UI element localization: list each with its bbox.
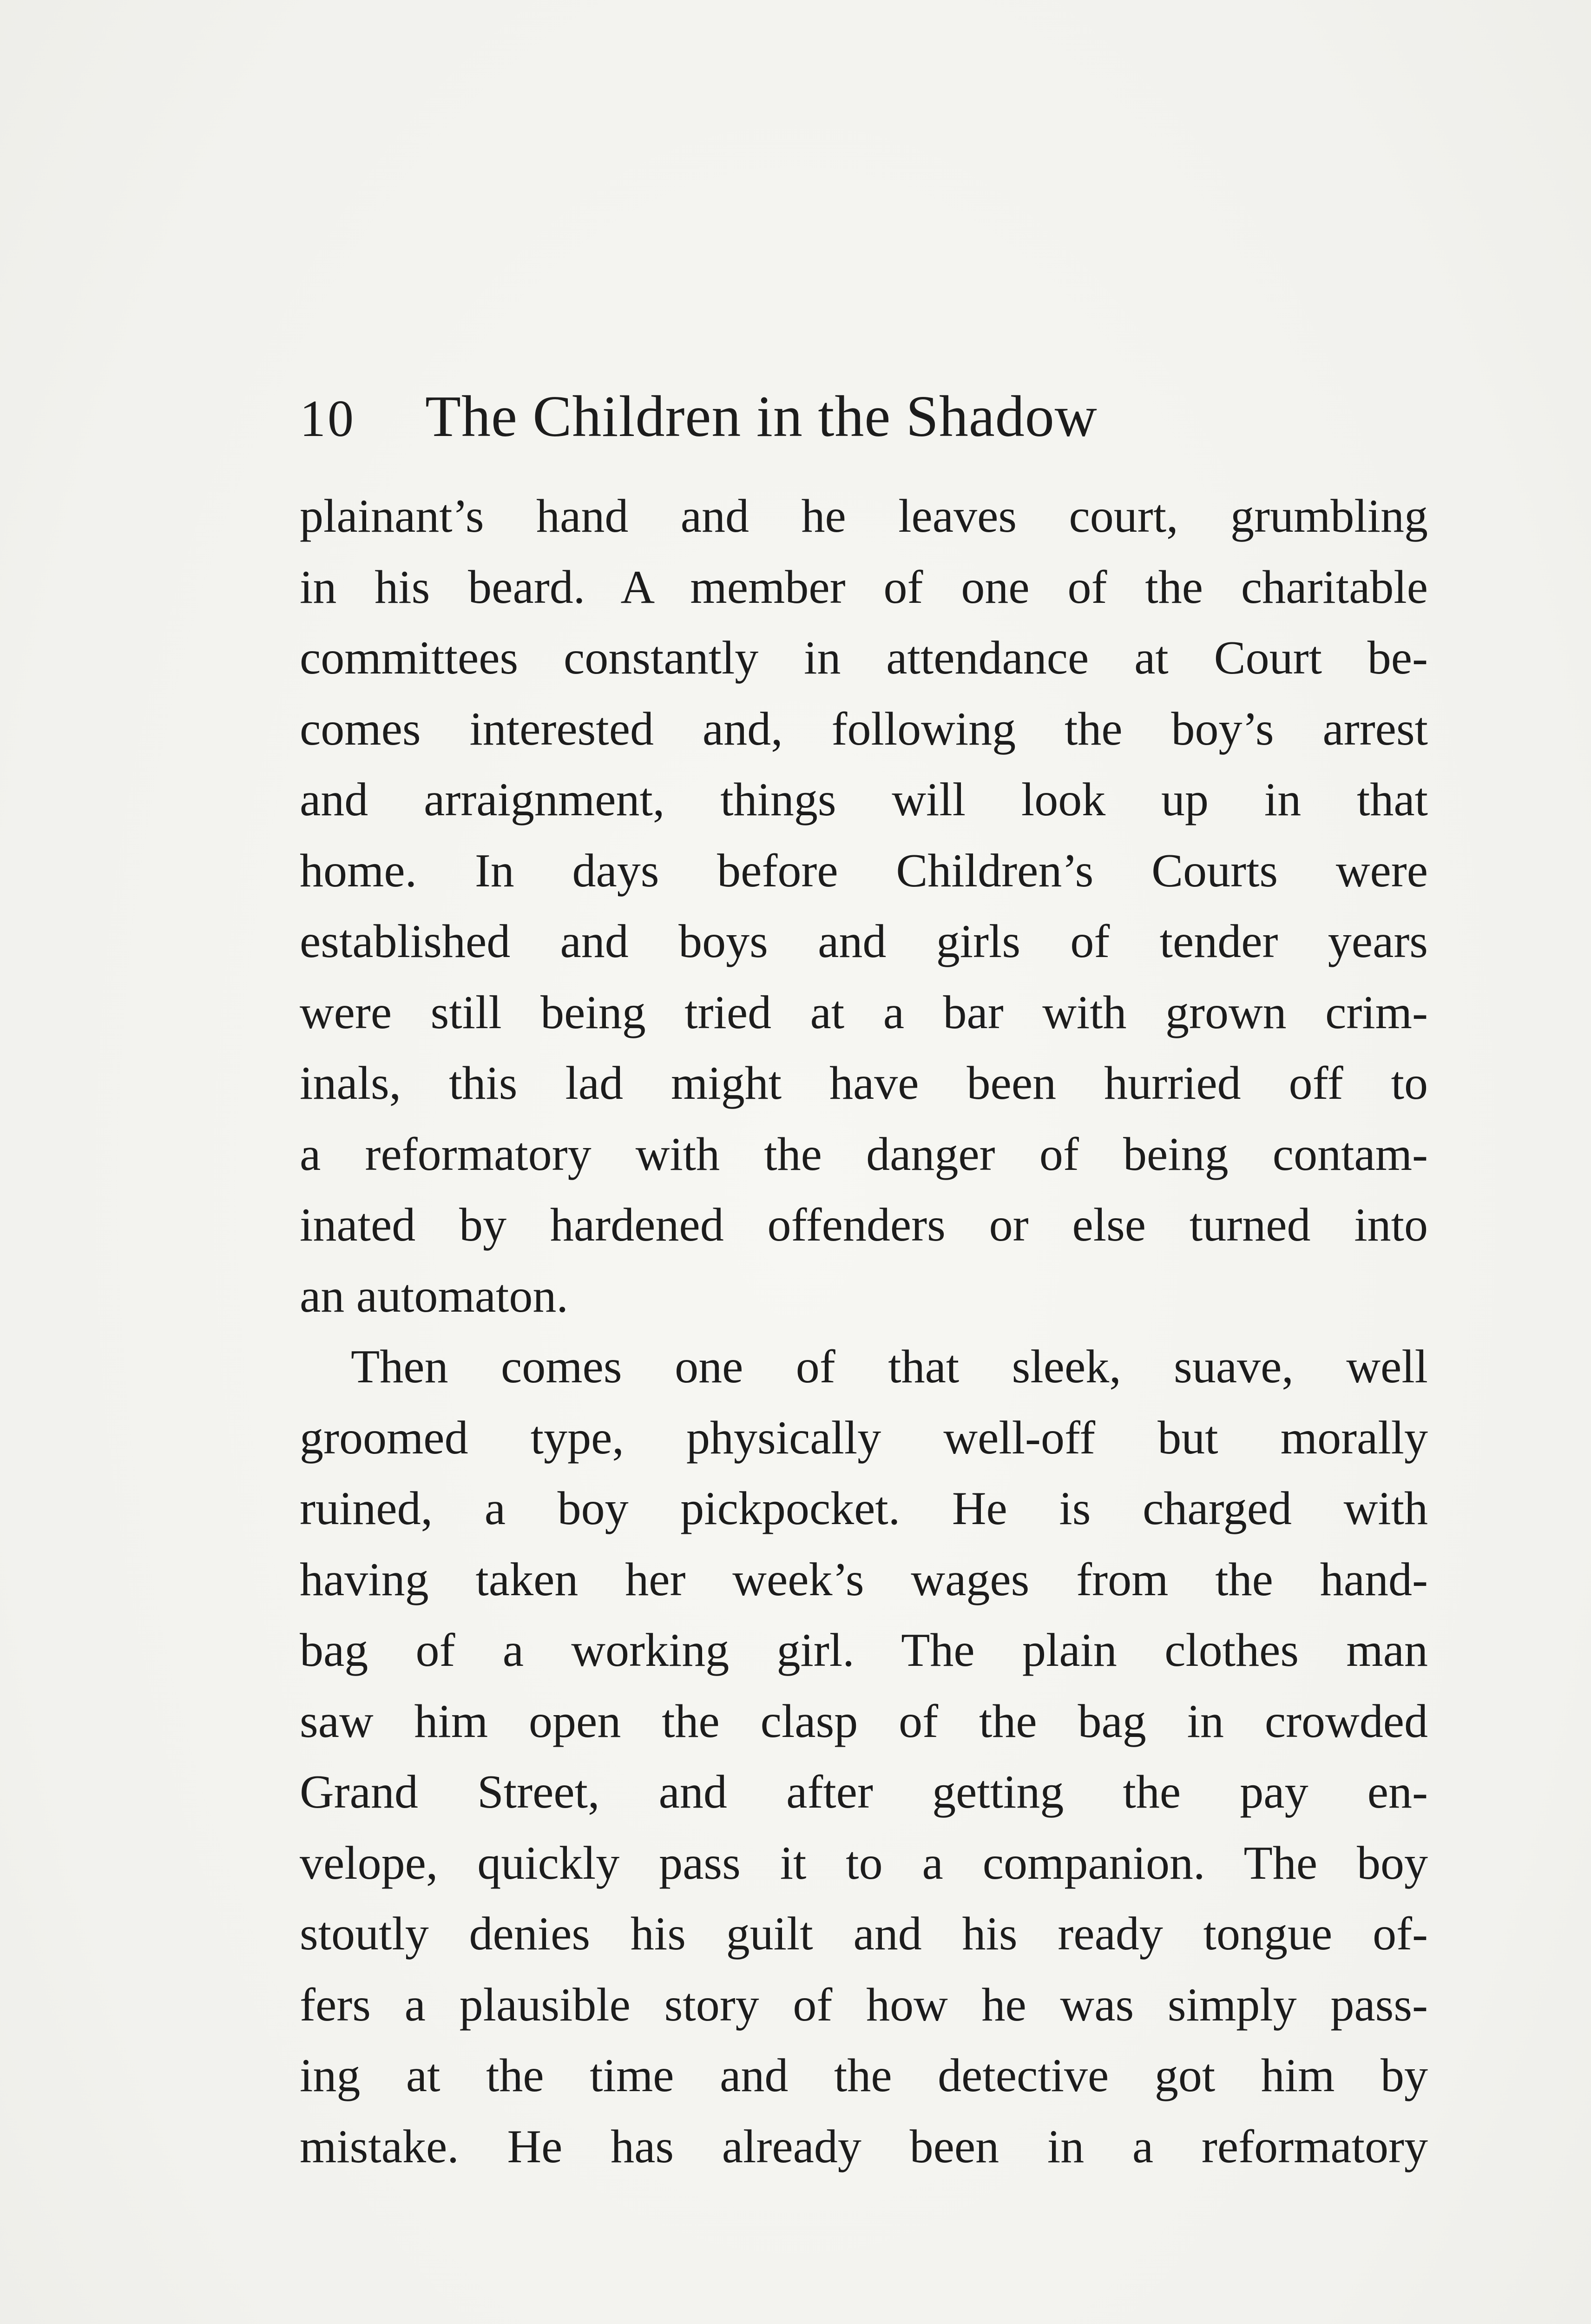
text-line: Then comes one of that sleek, suave, well bbox=[351, 1340, 1428, 1393]
text-line: inals, this lad might have been hurried off to bbox=[300, 1057, 1428, 1109]
body-text bbox=[300, 481, 1428, 2182]
text-line: ruined, a boy pickpocket. He is charged with bbox=[300, 1482, 1428, 1535]
text-line: inated by hardened offenders or else turned into bbox=[300, 1199, 1428, 1251]
text-line: Grand Street, and after getting the pay en- bbox=[300, 1766, 1428, 1818]
text-line: home. In days before Children’s Courts were bbox=[300, 844, 1428, 897]
text-line: a reformatory with the danger of being contam- bbox=[300, 1128, 1428, 1181]
page-number: 10 bbox=[300, 390, 355, 448]
text-line: saw him open the clasp of the bag in crowded bbox=[300, 1695, 1428, 1748]
text-line: established and boys and girls of tender years bbox=[300, 915, 1428, 968]
text-line: groomed type, physically well-off but morally bbox=[300, 1411, 1428, 1464]
text-line: and arraignment, things will look up in that bbox=[300, 773, 1428, 826]
text-line: an automaton. bbox=[300, 1269, 568, 1322]
text-line: velope, quickly pass it to a companion. The boy bbox=[300, 1836, 1428, 1889]
text-line: bag of a working girl. The plain clothes man bbox=[300, 1624, 1428, 1677]
text-line: in his beard. A member of one of the charitable bbox=[300, 561, 1428, 614]
text-line: committees constantly in attendance at Court be- bbox=[300, 632, 1428, 684]
text-line: stoutly denies his guilt and his ready tongue of- bbox=[300, 1908, 1428, 1960]
text-line: fers a plausible story of how he was simply pass- bbox=[300, 1978, 1428, 2031]
running-title: The Children in the Shadow bbox=[425, 384, 1098, 449]
text-line: comes interested and, following the boy’s arrest bbox=[300, 702, 1428, 755]
text-line: having taken her week’s wages from the hand- bbox=[300, 1553, 1428, 1606]
running-head bbox=[300, 383, 1433, 458]
text-line: plainant’s hand and he leaves court, grumbling bbox=[300, 490, 1428, 542]
text-line: mistake. He has already been in a reformatory bbox=[300, 2120, 1428, 2173]
text-line: ing at the time and the detective got him by bbox=[300, 2049, 1428, 2102]
text-line: were still being tried at a bar with grown crim- bbox=[300, 986, 1428, 1039]
